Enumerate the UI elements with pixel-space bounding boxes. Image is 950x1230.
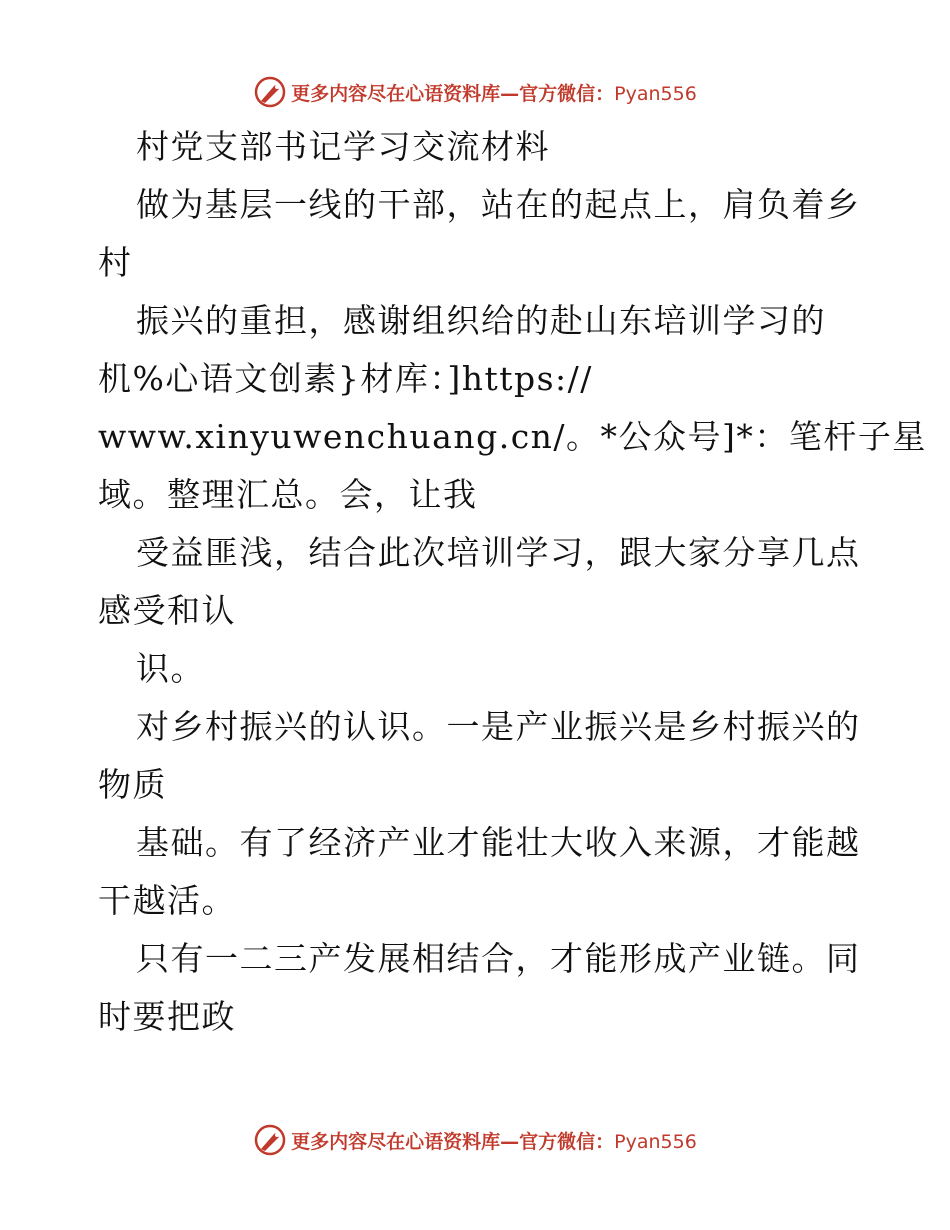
banner-text: 更多内容尽在心语资料库—官方微信：Pyan556 xyxy=(291,82,697,105)
text-line: 识。 xyxy=(136,649,205,688)
text-line: 域。整理汇总。会，让我 xyxy=(98,475,478,514)
text-line: www.xinyuwenchuang.cn/。*公众号]*：笔杆子星 xyxy=(98,417,927,456)
banner-contact: Pyan556 xyxy=(614,82,697,105)
text-line: 振兴的重担，感谢组织给的赴山东培训学习的 xyxy=(136,301,826,340)
text-line: 基础。有了经济产业才能壮大收入来源，才能越 xyxy=(136,823,861,862)
document-body xyxy=(98,118,927,1046)
text-line: 只有一二三产发展相结合，才能形成产业链。同 xyxy=(136,939,861,978)
header-banner xyxy=(0,72,950,112)
text-line: 干越活。 xyxy=(98,881,236,920)
footer-banner xyxy=(0,1120,950,1160)
banner-text: 更多内容尽在心语资料库—官方微信：Pyan556 xyxy=(291,1130,697,1153)
pen-logo-icon xyxy=(253,75,287,109)
text-line: 做为基层一线的干部，站在的起点上，肩负着乡 xyxy=(136,185,861,224)
text-line: 时要把政 xyxy=(98,997,236,1036)
text-line: 机%心语文创素}材库：]https:// xyxy=(98,359,593,398)
text-line: 物质 xyxy=(98,765,167,804)
text-line: 受益匪浅，结合此次培训学习，跟大家分享几点 xyxy=(136,533,861,572)
text-line: 村 xyxy=(98,243,133,282)
pen-logo-icon xyxy=(253,1123,287,1157)
text-line: 对乡村振兴的认识。一是产业振兴是乡村振兴的 xyxy=(136,707,861,746)
banner-contact: Pyan556 xyxy=(614,1130,697,1153)
text-line: 感受和认 xyxy=(98,591,236,630)
text-line: 村党支部书记学习交流材料 xyxy=(136,127,550,166)
